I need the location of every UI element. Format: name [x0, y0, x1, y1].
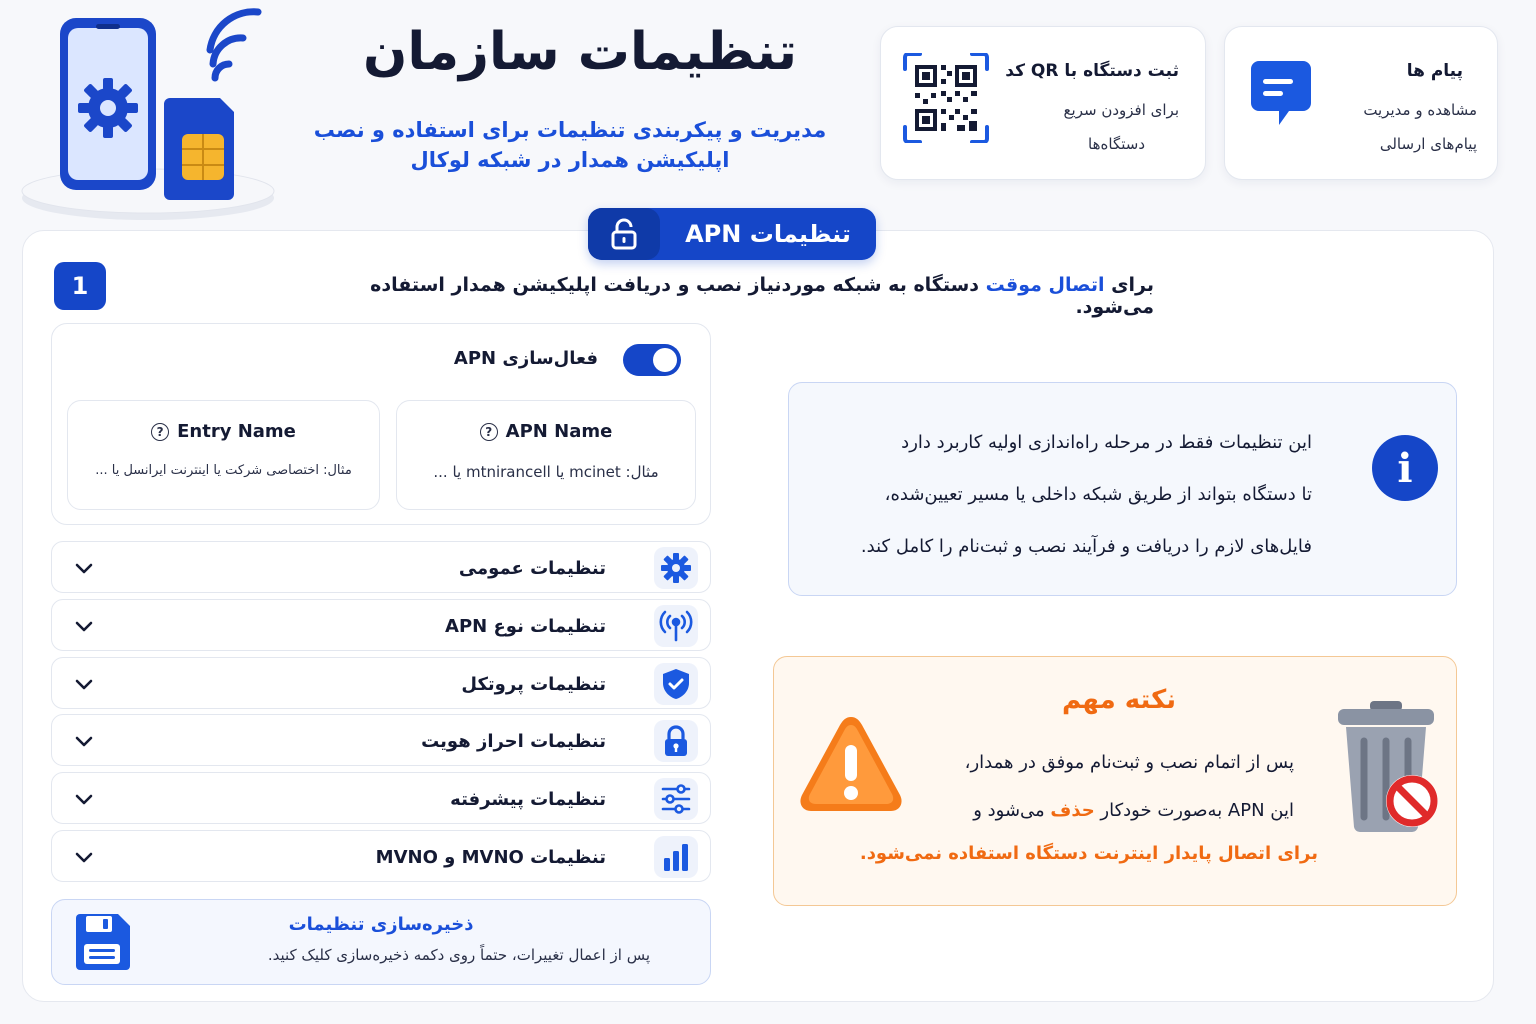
entry-name-placeholder: مثال: اختصاصی شرکت یا اینترنت ایرانسل یا ...	[95, 463, 352, 478]
accordion-label: تنظیمات MVNO و MVNO	[375, 846, 606, 868]
save-settings-title: ذخیره‌سازی تنظیمات	[288, 914, 474, 935]
warning-line-2	[914, 787, 1294, 835]
page-subtitle-line2: اپلیکیشن همدار در شبکه لوکال	[410, 148, 730, 172]
help-icon[interactable]: ?	[480, 423, 498, 441]
warning-line-2-start: این APN به‌صورت خودکار	[1094, 800, 1294, 821]
accordion-general-settings[interactable]	[51, 541, 711, 593]
entry-name-field[interactable]	[67, 400, 380, 510]
important-note-title: نکته مهم	[1062, 685, 1176, 715]
intro-text-end: دستگاه به شبکه موردنیاز نصب و دریافت اپلیکیشن همدار استفاده می‌شود.	[370, 274, 1154, 318]
warning-delete-highlight: حذف	[1050, 800, 1095, 821]
important-note-callout	[773, 656, 1457, 906]
gear-icon	[654, 547, 698, 589]
apn-name-label: APN Name	[505, 421, 613, 442]
entry-name-label: Entry Name	[177, 421, 296, 442]
qr-card-title: ثبت دستگاه با QR کد	[1005, 61, 1179, 81]
info-callout	[788, 382, 1457, 596]
chevron-down-icon[interactable]	[72, 672, 96, 696]
accordion-authentication-settings[interactable]	[51, 714, 711, 766]
messages-card-line2: پیام‌های ارسالی	[1379, 135, 1477, 153]
accordion-apn-type-settings[interactable]	[51, 599, 711, 651]
chevron-down-icon[interactable]	[72, 729, 96, 753]
qr-card-line1: برای افزودن سریع	[1063, 101, 1179, 119]
phone-sim-illustration	[10, 8, 280, 223]
qr-card-line2: دستگاه‌ها	[1088, 135, 1145, 153]
warning-triangle-icon	[796, 709, 906, 821]
unlock-icon	[588, 208, 660, 260]
important-note-text	[914, 739, 1294, 835]
apn-activation-label: فعال‌سازی APN	[453, 348, 598, 369]
accordion-label: تنظیمات احراز هویت	[421, 730, 606, 752]
apn-intro-text	[300, 274, 1154, 318]
save-settings-button[interactable]	[51, 899, 711, 985]
qr-code-icon	[903, 53, 989, 143]
chevron-down-icon[interactable]	[72, 614, 96, 638]
page-subtitle-line1: مدیریت و پیکربندی تنظیمات برای استفاده و نصب	[313, 118, 827, 142]
info-line-2: تا دستگاه بتواند از طریق شبکه داخلی یا مسیر تعیین‌شده،	[884, 484, 1312, 505]
antenna-icon	[654, 605, 698, 647]
trash-bin-icon	[1326, 697, 1446, 837]
chevron-down-icon[interactable]	[72, 787, 96, 811]
page-subtitle	[300, 115, 840, 175]
info-icon: i	[1372, 435, 1438, 501]
floppy-disk-icon	[70, 912, 134, 976]
apn-name-placeholder: مثال: mcinet یا mtnirancell یا ...	[433, 463, 659, 481]
lock-icon	[654, 720, 698, 762]
shield-check-icon	[654, 663, 698, 705]
info-line-3: فایل‌های لازم را دریافت و فرآیند نصب و ثبت‌نام را کامل کند.	[860, 536, 1312, 557]
info-text	[832, 417, 1312, 573]
apn-settings-tab-label: تنظیمات APN	[685, 220, 851, 248]
help-icon[interactable]: ?	[151, 423, 169, 441]
accordion-label: تنظیمات پیشرفته	[450, 788, 606, 810]
messages-card-title: پیام ها	[1406, 61, 1463, 81]
bar-chart-icon	[654, 836, 698, 878]
accordion-label: تنظیمات نوع APN	[445, 615, 606, 637]
save-settings-description: پس از اعمال تغییرات، حتماً روی دکمه ذخیره‌سازی کلیک کنید.	[267, 946, 650, 964]
accordion-label: تنظیمات عمومی	[458, 557, 606, 579]
step-number-badge: 1	[54, 262, 106, 310]
intro-text-start: برای	[1104, 274, 1154, 296]
qr-register-card[interactable]	[880, 26, 1206, 180]
apn-settings-tab[interactable]	[588, 208, 876, 260]
intro-text-highlight: اتصال موقت	[985, 274, 1105, 296]
page-title: تنظیمات سازمان	[362, 22, 798, 82]
warning-line-1: پس از اتمام نصب و ثبت‌نام موفق در همدار،	[964, 752, 1294, 773]
warning-line-2-end: می‌شود و	[973, 800, 1051, 821]
messages-card[interactable]	[1224, 26, 1498, 180]
accordion-advanced-settings[interactable]	[51, 772, 711, 824]
chat-icon	[1245, 61, 1317, 133]
chevron-down-icon[interactable]	[72, 845, 96, 869]
accordion-protocol-settings[interactable]	[51, 657, 711, 709]
sliders-icon	[654, 778, 698, 820]
warning-line-3: برای اتصال پایدار اینترنت دستگاه استفاده نمی‌شود.	[859, 843, 1318, 864]
accordion-label: تنظیمات پروتکل	[461, 673, 606, 695]
apn-activation-toggle[interactable]	[623, 344, 681, 376]
info-line-1: این تنظیمات فقط در مرحله راه‌اندازی اولیه کاربرد دارد	[901, 432, 1312, 453]
messages-card-line1: مشاهده و مدیریت	[1363, 101, 1477, 119]
apn-name-field[interactable]	[396, 400, 696, 510]
chevron-down-icon[interactable]	[72, 556, 96, 580]
accordion-mvno-settings[interactable]	[51, 830, 711, 882]
